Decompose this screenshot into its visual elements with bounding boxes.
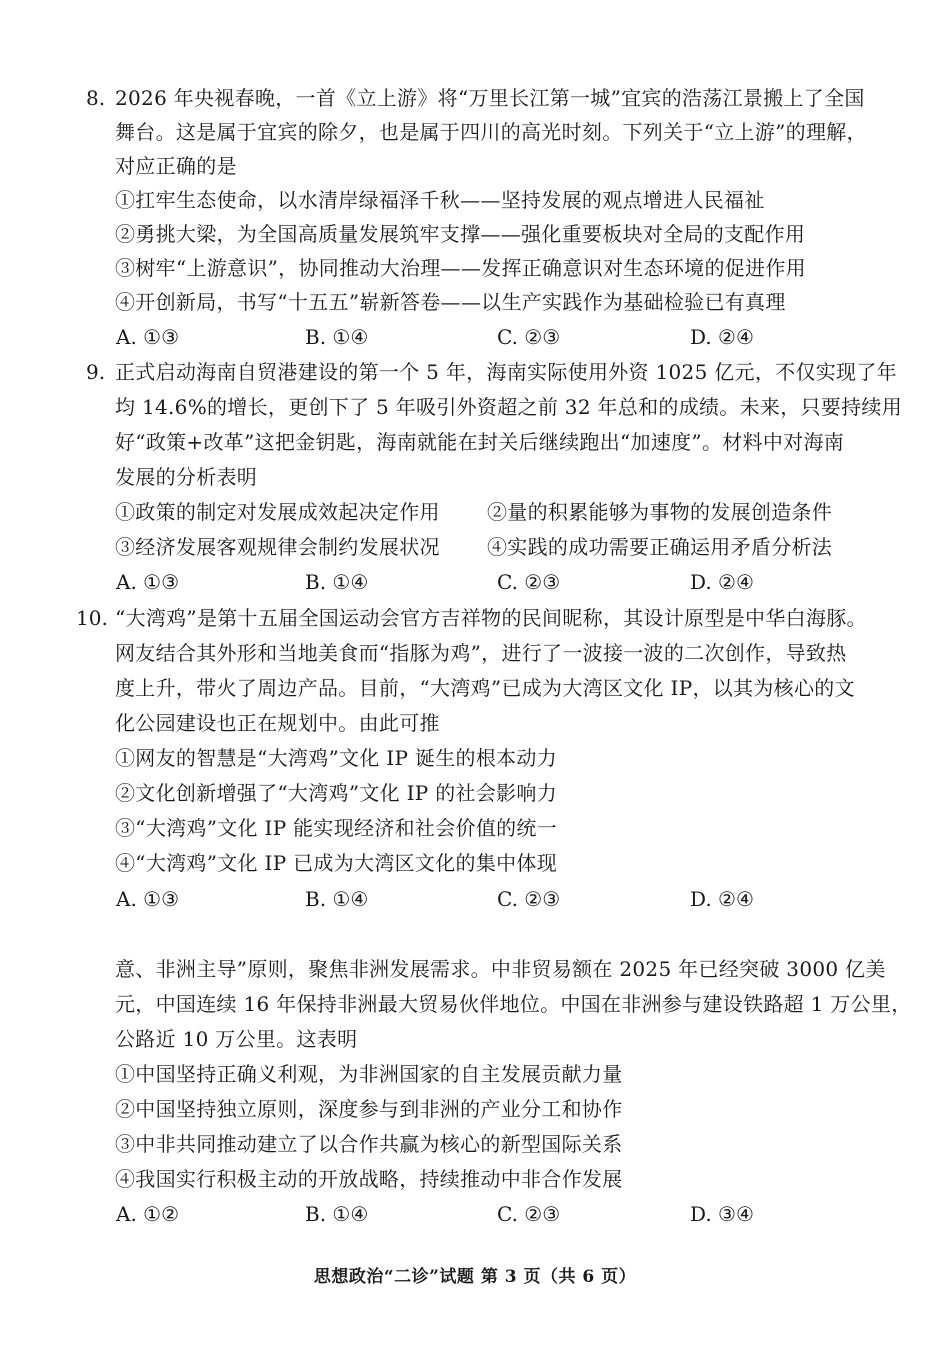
question-10-stem-line: 网友结合其外形和当地美食而“指豚为鸡”，进行了一波接一波的二次创作，导致热 bbox=[115, 641, 847, 665]
question-8-item: ②勇挑大梁，为全国高质量发展筑牢支撑——强化重要板块对全局的支配作用 bbox=[115, 222, 806, 246]
question-9-stem-line: 正式启动海南自贸港建设的第一个 5 年，海南实际使用外资 1025 亿元，不仅实现了年 bbox=[115, 360, 897, 384]
question-10-stem-line: 化公园建设也正在规划中。由此可推 bbox=[115, 711, 440, 735]
question-10-options-cropped bbox=[110, 884, 870, 911]
question-8-options bbox=[0, 322, 950, 352]
option-c: C. ②③ bbox=[497, 887, 561, 911]
option-a: A. ①③ bbox=[116, 325, 180, 349]
question-9-item: ①政策的制定对发展成效起决定作用 bbox=[115, 500, 440, 524]
question-11-stem-line: 元，中国连续 16 年保持非洲最大贸易伙伴地位。中国在非洲参与建设铁路超 1 万公里， bbox=[115, 992, 912, 1016]
question-10-number: 10. bbox=[76, 606, 108, 630]
question-9-stem-line: 均 14.6%的增长，更创下了 5 年吸引外资超之前 32 年总和的成绩。未来，只要持续用 bbox=[115, 395, 902, 419]
question-9-item: ②量的积累能够为事物的发展创造条件 bbox=[487, 500, 833, 524]
question-10-item: ④“大湾鸡”文化 IP 已成为大湾区文化的集中体现 bbox=[115, 851, 558, 875]
question-10-item: ①网友的智慧是“大湾鸡”文化 IP 诞生的根本动力 bbox=[115, 746, 558, 770]
question-11-item: ④我国实行积极主动的开放战略，持续推动中非合作发展 bbox=[115, 1167, 623, 1191]
question-11-stem-line: 意、非洲主导”原则，聚焦非洲发展需求。中非贸易额在 2025 年已经突破 3000 亿美 bbox=[115, 957, 886, 981]
question-11-item: ①中国坚持正确义利观，为非洲国家的自主发展贡献力量 bbox=[115, 1062, 623, 1086]
question-9-item: ③经济发展客观规律会制约发展状况 bbox=[115, 535, 440, 559]
question-8-item: ④开创新局，书写“十五五”崭新答卷——以生产实践作为基础检验已有真理 bbox=[115, 290, 786, 314]
option-a: A. ①③ bbox=[116, 887, 180, 911]
question-8-item: ③树牢“上游意识”，协同推动大治理——发挥正确意识对生态环境的促进作用 bbox=[115, 256, 806, 280]
question-10-item: ③“大湾鸡”文化 IP 能实现经济和社会价值的统一 bbox=[115, 816, 558, 840]
option-b: B. ①④ bbox=[305, 325, 369, 349]
option-d: D. ②④ bbox=[690, 570, 754, 594]
question-10-item: ②文化创新增强了“大湾鸡”文化 IP 的社会影响力 bbox=[115, 781, 558, 805]
question-8-number: 8. bbox=[86, 86, 106, 110]
page-footer: 思想政治“二诊”试题 第 3 页（共 6 页） bbox=[313, 1267, 637, 1287]
question-11-stem-line: 公路近 10 万公里。这表明 bbox=[115, 1027, 358, 1051]
option-b: B. ①④ bbox=[305, 1202, 369, 1226]
question-9-item: ④实践的成功需要正确运用矛盾分析法 bbox=[487, 535, 833, 559]
option-c: C. ②③ bbox=[497, 1202, 561, 1226]
option-d: D. ②④ bbox=[690, 887, 754, 911]
option-d: D. ②④ bbox=[690, 325, 754, 349]
option-b: B. ①④ bbox=[305, 887, 369, 911]
question-8-stem-line: 舞台。这是属于宜宾的除夕，也是属于四川的高光时刻。下列关于“立上游”的理解， bbox=[115, 120, 867, 144]
option-b: B. ①④ bbox=[305, 570, 369, 594]
question-11-item: ③中非共同推动建立了以合作共赢为核心的新型国际关系 bbox=[115, 1132, 623, 1156]
question-9-stem-line: 发展的分析表明 bbox=[115, 465, 258, 489]
question-11-item: ②中国坚持独立原则，深度参与到非洲的产业分工和协作 bbox=[115, 1097, 623, 1121]
option-d: D. ③④ bbox=[690, 1202, 754, 1226]
question-10-stem-line: “大湾鸡”是第十五届全国运动会官方吉祥物的民间昵称，其设计原型是中华白海豚。 bbox=[115, 606, 867, 630]
question-11-options bbox=[0, 1199, 950, 1229]
question-8-stem-line: 2026 年央视春晚，一首《立上游》将“万里长江第一城”宜宾的浩荡江景搬上了全国 bbox=[115, 86, 865, 110]
question-9-stem-line: 好“政策+改革”这把金钥匙，海南就能在封关后继续跑出“加速度”。材料中对海南 bbox=[115, 430, 845, 454]
question-9-number: 9. bbox=[86, 360, 106, 384]
question-10-stem-line: 度上升，带火了周边产品。目前，“大湾鸡”已成为大湾区文化 IP，以其为核心的文 bbox=[115, 676, 855, 700]
option-c: C. ②③ bbox=[497, 570, 561, 594]
option-a: A. ①② bbox=[116, 1202, 180, 1226]
option-a: A. ①③ bbox=[116, 570, 180, 594]
option-c: C. ②③ bbox=[497, 325, 561, 349]
question-8-stem-line: 对应正确的是 bbox=[115, 154, 237, 178]
question-8-item: ①扛牢生态使命，以水清岸绿福泽千秋——坚持发展的观点增进人民福祉 bbox=[115, 188, 765, 212]
question-9-options bbox=[0, 567, 950, 597]
